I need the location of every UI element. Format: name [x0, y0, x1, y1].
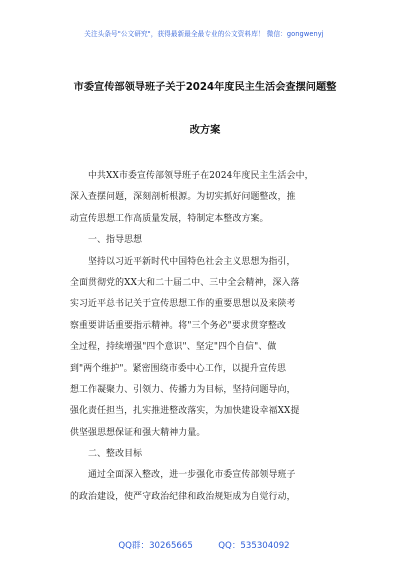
- document-title-line-1: 市委宣传部领导班子关于2024年度民主生活会查摆问题整: [73, 82, 337, 93]
- document-body: [70, 166, 346, 508]
- paragraph-line: 中共XX市委宣传部领导班子在2024年度民主生活会中，: [88, 171, 314, 181]
- paragraph-line: 深入查摆问题，深刻剖析根源。为切实抓好问题整改，推: [70, 192, 296, 203]
- paragraph-line: 的政治建设，使严守政治纪律和政治规矩成为自觉行动，: [70, 491, 296, 502]
- paragraph-line: 想工作凝聚力、引领力、传播力为目标，坚持问题导向，: [70, 384, 296, 395]
- section-heading: 一、指导思想: [88, 235, 143, 246]
- footer-qq-number: QQ：535304092: [218, 541, 290, 551]
- paragraph-line: 实习近平总书记关于宣传思想工作的重要思想以及来陕考: [70, 299, 296, 310]
- paragraph-line: 供坚强思想保证和强大精神力量。: [70, 427, 206, 438]
- paragraph-line: 全面贯彻党的XX大和二十届二中、三中全会精神，深入落: [70, 277, 300, 288]
- paragraph-line: 察重要讲话重要指示精神。将"三个务必"要求贯穿整改: [70, 320, 287, 331]
- paragraph-line: 到"两个维护"。紧密围绕市委中心工作，以提升宣传思: [70, 363, 287, 374]
- footer-contact: [0, 539, 408, 551]
- header-banner: 关注头条号"公文研究"，获得最新最全最专业的公文资料库！ 微信：gongwenyj: [84, 30, 324, 38]
- paragraph-line: 动宣传思想工作高质量发展，特制定本整改方案。: [70, 213, 269, 224]
- paragraph-line: 全过程，持续增强"四个意识"、坚定"四个自信"、做: [70, 342, 277, 353]
- paragraph-line: 通过全面深入整改，进一步强化市委宣传部领导班子: [88, 470, 296, 481]
- footer-qq-group: QQ群：30265665: [118, 541, 193, 551]
- paragraph-line: 强化责任担当，扎实推进整改落实，为加快建设幸福XX提: [70, 406, 300, 417]
- section-heading: 二、整改目标: [88, 449, 143, 460]
- paragraph-line: 坚持以习近平新时代中国特色社会主义思想为指引，: [88, 256, 296, 267]
- document-title-line-2: 改方案: [189, 125, 221, 136]
